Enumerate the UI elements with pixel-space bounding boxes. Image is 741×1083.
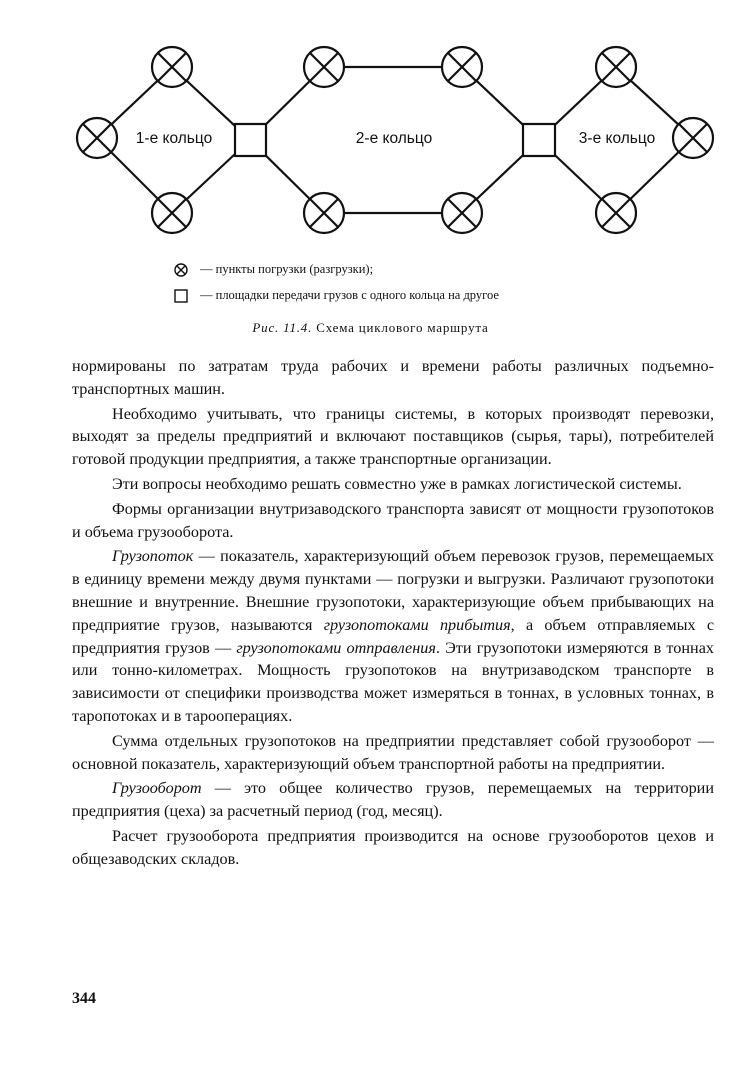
italic-term: Грузооборот [112, 779, 202, 798]
ring-1-label: 1-е кольцо [135, 130, 213, 147]
figure-caption [0, 320, 741, 336]
transfer-area-icon [174, 289, 188, 303]
loading-point-icon [442, 47, 482, 87]
paragraph [72, 730, 714, 776]
loading-point-icon [596, 193, 636, 233]
paragraph [72, 473, 714, 496]
figure-number: Рис. 11.4. [252, 320, 313, 335]
page-number: 344 [72, 990, 96, 1007]
italic-term: грузопотоками прибытия [323, 615, 511, 634]
legend-loading-points [174, 262, 373, 277]
loading-point-icon [442, 193, 482, 233]
text-run: Необходимо учитывать, что границы системы, в которых производят перевозки, выходят за пределы предприятий и включают поставщиков (сырья, тары), потребителей готовой продукции предприятия, а также транспортные организации. [72, 404, 714, 469]
text-run: — показатель, характеризующий объем перевозок грузов, перемещаемых в единицу времени между двумя пунктами — погрузки и выгрузки. Различают грузопотоки внешние и внутренние. Внешние грузопотоки, характеризующие объем прибывающих на предприятие грузов, называются [72, 547, 714, 634]
transfer-area-icon [523, 124, 555, 156]
paragraph [72, 545, 714, 727]
loading-point-icon [174, 263, 188, 277]
paragraph [72, 825, 714, 871]
legend-loading-points-text: — пункты погрузки (разгрузки); [200, 262, 374, 276]
loading-point-icon [596, 47, 636, 87]
text-run: . Эти грузопотоки измеряются в тоннах или тонно-километрах. Мощность грузопотоков на внутризаводском транспорте в зависимости от специфики производства может измеряться в тоннах, в условных тоннах, в таропотоках и в тарооперациях. [72, 638, 714, 725]
italic-term: Грузопоток [112, 547, 194, 566]
paragraph [72, 777, 714, 823]
figure-title: Схема циклового маршрута [316, 320, 489, 335]
cyclic-route-diagram [0, 0, 741, 260]
loading-point-icon [304, 193, 344, 233]
legend-transfer-areas-text: — площадки передачи грузов с одного кольца на другое [200, 288, 499, 302]
text-run: Эти вопросы необходимо решать совместно уже в рамках логистической системы. [112, 474, 682, 493]
paragraph [72, 498, 714, 544]
loading-point-icon [304, 47, 344, 87]
italic-term: грузопотоками отправления [236, 638, 436, 657]
loading-point-icon [77, 118, 117, 158]
text-run: Расчет грузооборота предприятия производится на основе грузооборотов цехов и общезаводских складов. [72, 826, 714, 868]
paragraph [72, 403, 714, 471]
ring-3-label: 3-е кольцо [578, 130, 656, 147]
text-run: нормированы по затратам труда рабочих и времени работы различных подъемно-транспортных машин. [72, 357, 714, 398]
loading-point-icon [673, 118, 713, 158]
ring-2-label: 2-е кольцо [355, 130, 433, 147]
paragraph [72, 355, 714, 401]
text-run: Сумма отдельных грузопотоков на предприятии представляет собой грузооборот — основной показатель, характеризующий объем транспортной работы на предприятии. [72, 731, 714, 773]
text-run: — это общее количество грузов, перемещаемых на территории предприятия (цеха) за расчетный период (год, месяц). [72, 779, 714, 821]
text-run: , а объем отправляемых с предприятия грузов — [72, 615, 715, 657]
body-text [72, 355, 714, 871]
text-run: Формы организации внутризаводского транспорта зависят от мощности грузопотоков и объема грузооборота. [72, 499, 714, 541]
loading-point-icon [152, 47, 192, 87]
loading-point-icon [152, 193, 192, 233]
transfer-area-icon [235, 124, 266, 156]
legend-transfer-areas [174, 288, 499, 303]
